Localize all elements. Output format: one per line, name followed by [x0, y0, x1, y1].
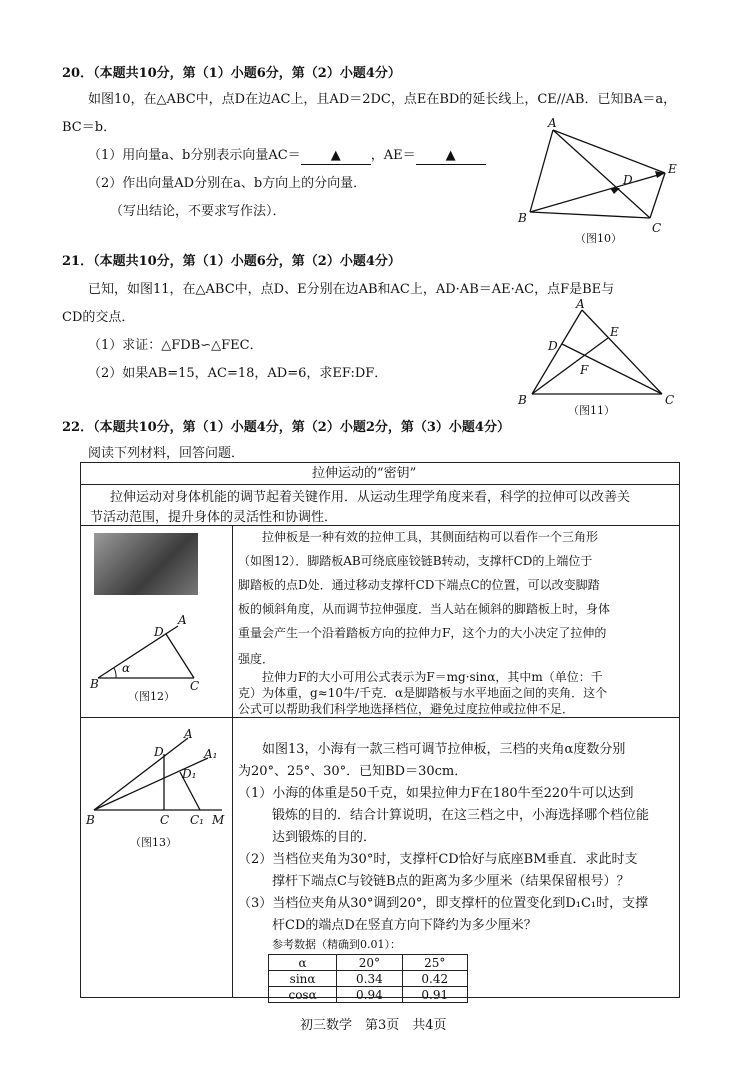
q20-part2: （2）作出向量AD分别在a、b方向上的分向量．	[88, 176, 367, 191]
question1-line1: （1）小海的体重是50千克，如果拉伸力F在180牛至220牛可以达到	[238, 786, 634, 801]
fig13-caption: （图13）	[130, 836, 177, 849]
answer-blank-2[interactable]	[416, 148, 486, 165]
fig11-label-e: E	[610, 325, 619, 339]
question2-line2: 撑杆下端点C与铰链B点的距离为多少厘米（结果保留根号）？	[272, 874, 630, 889]
q20-part1-text: （1）用向量a、b分别表示向量AC＝	[88, 148, 301, 163]
fig11-label-c: C	[665, 393, 675, 407]
fig11-label-a: A	[576, 298, 585, 311]
q20-text-line1: 如图10，在△ABC中，点D在边AC上，且AD＝2DC，点E在BD的延长线上，CE//AB．已知BA＝a，	[88, 92, 677, 107]
material-intro-line2: 节活动范围，提升身体的灵活性和协调性．	[90, 510, 338, 525]
material-line6: 强度．	[238, 652, 275, 666]
q20-text-line2: BC＝b．	[62, 120, 117, 135]
fig13-label-b: B	[86, 813, 95, 827]
material-line1: 拉伸板是一种有效的拉伸工具，其侧面结构可以看作一个三角形	[262, 530, 599, 544]
fig11-label-d: D	[548, 339, 558, 353]
figure-11	[510, 298, 690, 410]
material-intro-line1: 拉伸运动对身体机能的调节起着关键作用．从运动生理学角度来看，科学的拉伸可以改善关	[110, 490, 631, 505]
question1-line3: 达到锻炼的目的．	[272, 830, 377, 845]
divider	[80, 484, 680, 485]
q22-intro: 阅读下列材料，回答问题．	[88, 446, 245, 461]
q21-text-line1: 已知，如图11，在△ABC中，点D、E分别在边AB和AC上，AD·AB＝AE·AC，点F是BE与	[88, 282, 615, 297]
q20-header: 20．（本题共10分，第（1）小题6分，第（2）小题4分）	[62, 66, 401, 81]
q20-note: （写出结论，不要求写作法）．	[110, 204, 286, 219]
q22-header: 22．（本题共10分，第（1）小题4分，第（2）小题2分，第（3）小题4分）	[62, 420, 510, 435]
material-line8: 克）为体重，g≈10牛/千克．α是脚踏板与水平地面之间的夹角．这个	[238, 686, 608, 700]
fig12-label-b: B	[90, 677, 99, 691]
body-line2: 为20°、25°、30°．已知BD＝30cm．	[238, 764, 468, 779]
fig13-label-c1: C₁	[190, 813, 204, 827]
fig12-caption: （图12）	[128, 690, 175, 703]
fig12-label-d: D	[154, 625, 164, 639]
fig10-label-c: C	[652, 221, 662, 235]
table-cell: 0.42	[402, 971, 467, 987]
fig10-label-d: D	[623, 173, 633, 187]
fig12-label-a: A	[178, 613, 187, 627]
figure-13	[84, 728, 234, 828]
table-header-cell: 20°	[337, 955, 402, 971]
fig12-label-alpha: α	[122, 661, 131, 675]
triangle-icon: ▲	[445, 148, 456, 163]
table-header-cell: 25°	[402, 955, 467, 971]
table-cell: cosα	[269, 987, 337, 1003]
material-line7: 拉伸力F的大小可用公式表示为F＝mg·sinα，其中m（单位：千	[262, 670, 603, 684]
fig13-label-a: A	[184, 728, 193, 741]
table-cell: 0.94	[337, 987, 402, 1003]
q20-part1	[88, 148, 486, 165]
page-footer: 初三数学 第3页 共4页	[300, 1018, 447, 1033]
fig13-label-c: C	[160, 813, 170, 827]
fig11-caption: （图11）	[568, 404, 615, 417]
table-cell: 0.91	[402, 987, 467, 1003]
fig10-label-b: B	[518, 211, 527, 225]
body-line1: 如图13，小海有一款三档可调节拉伸板，三档的夹角α度数分别	[262, 742, 626, 757]
fig10-caption: （图10）	[575, 232, 622, 245]
table-cell: sinα	[269, 971, 337, 987]
fig13-label-d: D	[154, 745, 164, 759]
material-line9: 公式可以帮助我们科学地选择档位，避免过度拉伸或拉伸不足．	[238, 702, 575, 716]
fig10-label-e: E	[668, 162, 677, 176]
q21-header: 21．（本题共10分，第（1）小题6分，第（2）小题4分）	[62, 254, 401, 269]
figure-10	[510, 118, 700, 248]
fig13-label-d1: D₁	[182, 767, 197, 781]
q20-part1-sep: ，AE＝	[370, 148, 416, 163]
table-header-cell: α	[269, 955, 337, 971]
fig11-label-f: F	[580, 363, 589, 377]
figure-12	[86, 612, 226, 692]
q21-part1: （1）求证：△FDB∽△FEC．	[88, 338, 263, 353]
triangle-icon: ▲	[330, 148, 341, 163]
question3-line1: （3）当档位夹角从30°调到20°，即支撑杆的位置变化到D₁C₁时，支撑	[238, 896, 649, 911]
q21-text-line2: CD的交点．	[62, 310, 135, 325]
material-line5: 重量会产生一个沿着踏板方向的拉伸力F，这个力的大小决定了拉伸的	[238, 626, 607, 640]
stretch-board-photo	[94, 533, 198, 595]
answer-blank-1[interactable]	[301, 148, 371, 165]
question3-line2: 杆CD的端点D在竖直方向下降约为多少厘米？	[272, 918, 537, 933]
fig12-label-c: C	[190, 679, 200, 692]
material-line2: （如图12）．脚踏板AB可绕底座铰链B转动，支撑杆CD的上端位于	[238, 554, 593, 568]
material-line3: 脚踏板的点D处．通过移动支撑杆CD下端点C的位置，可以改变脚踏	[238, 578, 600, 592]
question2-line1: （2）当档位夹角为30°时，支撑杆CD恰好与底座BM垂直．求此时支	[238, 852, 638, 867]
fig13-label-m: M	[212, 813, 225, 827]
table-cell: 0.34	[337, 971, 402, 987]
reference-label: 参考数据（精确到0.01）：	[272, 938, 401, 951]
fig10-label-a: A	[548, 118, 557, 130]
fig11-label-b: B	[518, 393, 527, 407]
material-line4: 板的倾斜角度，从而调节拉伸强度．当人站在倾斜的脚踏板上时，身体	[238, 602, 611, 616]
divider	[80, 717, 680, 718]
question1-line2: 锻炼的目的．结合计算说明，在这三档之中，小海选择哪个档位能	[272, 808, 650, 823]
fig13-label-a1: A₁	[204, 747, 218, 761]
divider	[80, 525, 680, 526]
reference-table	[268, 954, 468, 1003]
q21-part2: （2）如果AB=15，AC=18，AD=6，求EF:DF．	[88, 366, 388, 381]
material-title: 拉伸运动的“密钥”	[312, 466, 417, 481]
